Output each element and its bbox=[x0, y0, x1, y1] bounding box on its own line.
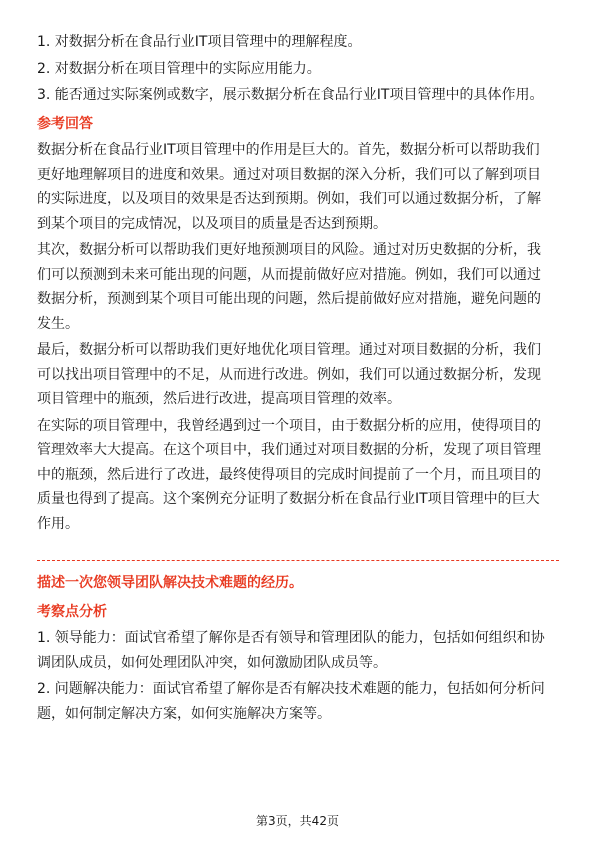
question-title: 描述一次您领导团队解决技术难题的经历。 bbox=[37, 575, 303, 591]
text-line: 可以找出项目管理中的不足，从而进行改进。例如，我们可以通过数据分析，发现 bbox=[37, 366, 541, 383]
text-line: 发生。 bbox=[37, 315, 79, 332]
text-line: 1. 领导能力：面试官希望了解你是否有领导和管理团队的能力，包括如何组织和协 bbox=[37, 630, 545, 646]
assessment-point: 2. 对数据分析在项目管理中的实际应用能力。 bbox=[37, 60, 321, 77]
answer-heading: 参考回答 bbox=[37, 115, 93, 132]
analysis-heading: 考察点分析 bbox=[37, 603, 107, 620]
analysis-point bbox=[37, 677, 559, 726]
text-line: 最后，数据分析可以帮助我们更好地优化项目管理。通过对项目数据的分析，我们 bbox=[37, 342, 541, 358]
text-line: 题，如何制定解决方案，如何实施解决方案等。 bbox=[37, 705, 331, 722]
answer-paragraph bbox=[37, 238, 559, 336]
answer-paragraph bbox=[37, 138, 559, 236]
analysis-point bbox=[37, 626, 559, 675]
text-line: 项目管理中的瓶颈，然后进行改进，提高项目管理的效率。 bbox=[37, 391, 401, 407]
text-line: 2. 问题解决能力：面试官希望了解你是否有解决技术难题的能力，包括如何分析问 bbox=[37, 681, 545, 697]
text-line: 更好地理解项目的进度和效果。通过对项目数据的深入分析，我们可以了解到项目 bbox=[37, 166, 541, 183]
assessment-point: 3. 能否通过实际案例或数字，展示数据分析在食品行业IT项目管理中的具体作用。 bbox=[37, 87, 544, 103]
answer-body bbox=[37, 138, 559, 536]
text-line: 数据分析，预测到某个项目可能出现的问题，然后提前做好应对措施，避免问题的 bbox=[37, 291, 541, 307]
section-divider bbox=[37, 560, 559, 561]
text-line: 到某个项目的完成情况，以及项目的质量是否达到预期。 bbox=[37, 215, 387, 232]
analysis-body bbox=[37, 626, 559, 726]
answer-paragraph bbox=[37, 414, 559, 537]
text-line: 的实际进度，以及项目的效果是否达到预期。例如，我们可以通过数据分析，了解 bbox=[37, 191, 541, 207]
document-page bbox=[37, 30, 559, 728]
text-line: 质量也得到了提高。这个案例充分证明了数据分析在食品行业IT项目管理中的巨大 bbox=[37, 491, 540, 507]
text-line: 作用。 bbox=[37, 515, 79, 532]
assessment-point: 1. 对数据分析在食品行业IT项目管理中的理解程度。 bbox=[37, 34, 362, 50]
text-line: 在实际的项目管理中，我曾经遇到过一个项目，由于数据分析的应用，使得项目的 bbox=[37, 417, 541, 434]
assessment-points bbox=[37, 30, 559, 108]
text-line: 们可以预测到未来可能出现的问题，从而提前做好应对措施。例如，我们可以通过 bbox=[37, 266, 541, 283]
text-line: 中的瓶颈，然后进行了改进，最终使得项目的完成时间提前了一个月，而且项目的 bbox=[37, 466, 541, 483]
answer-paragraph bbox=[37, 338, 559, 412]
text-line: 数据分析在食品行业IT项目管理中的作用是巨大的。首先，数据分析可以帮助我们 bbox=[37, 142, 540, 158]
text-line: 管理效率大大提高。在这个项目中，我们通过对项目数据的分析，发现了项目管理 bbox=[37, 442, 541, 458]
page-number: 第3页，共42页 bbox=[256, 814, 339, 828]
text-line: 其次，数据分析可以帮助我们更好地预测项目的风险。通过对历史数据的分析，我 bbox=[37, 242, 541, 258]
text-line: 调团队成员，如何处理团队冲突，如何激励团队成员等。 bbox=[37, 654, 387, 671]
